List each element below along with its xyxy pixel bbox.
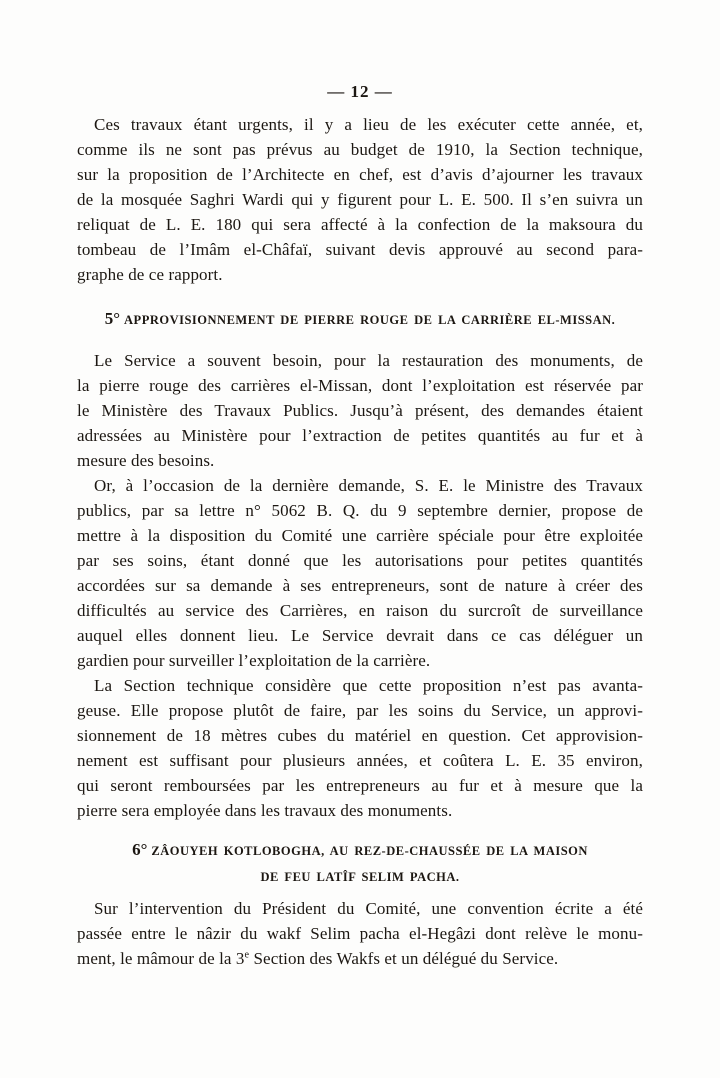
text-line: Le Service a souvent besoin, pour la restauration des monuments, de (94, 351, 643, 370)
heading-line: DE FEU LATÎF SELIM PACHA. (260, 870, 460, 884)
text-line: pierre sera employée dans les travaux des monuments. (77, 801, 453, 820)
text-line: par ses soins, étant donné que les autorisations pour petites quantités (77, 551, 643, 570)
text-line: difficultés au service des Carrières, en raison du surcroît de surveillance (77, 601, 643, 620)
superscript: e (244, 949, 250, 961)
text-line: tombeau de l’Imâm el-Châfaï, suivant devis approuvé au second para- (77, 240, 643, 259)
paragraph (77, 348, 643, 473)
text-line: La Section technique considère que cette proposition n’est pas avanta- (94, 676, 643, 695)
paragraph (77, 673, 643, 823)
text-line: la pierre rouge des carrières el-Missan, dont l’exploitation est réservée par (77, 376, 643, 395)
text-line: auquel elles donnent lieu. Le Service devrait dans ce cas déléguer un (77, 626, 643, 645)
heading-number: 6° (132, 840, 148, 859)
text-column (77, 112, 643, 971)
text-line: graphe de ce rapport. (77, 265, 223, 284)
text-line: Or, à l’occasion de la dernière demande, S. E. le Ministre des Travaux (94, 476, 643, 495)
text-line: reliquat de L. E. 180 qui sera affecté à la confection de la maksoura du (77, 215, 643, 234)
page-number: — 12 — (327, 82, 393, 101)
text-segment: Section des Wakfs et un délégué du Service. (249, 949, 559, 968)
text-line: passée entre le nâzir du wakf Selim pacha el-Hegâzi dont relève le monu- (77, 924, 643, 943)
text-line: de la mosquée Saghri Wardi qui y figurent pour L. E. 500. Il s’en suivra un (77, 190, 643, 209)
section-heading (77, 837, 643, 890)
text-line: geuse. Elle propose plutôt de faire, par les soins du Service, un approvi- (77, 701, 643, 720)
text-line: sionnement de 18 mètres cubes du matériel en question. Cet approvision- (77, 726, 643, 745)
text-line: adressées au Ministère pour l’extraction de petites quantités au fur et à (77, 426, 643, 445)
text-line: publics, par sa lettre n° 5062 B. Q. du 9 septembre dernier, propose de (77, 501, 643, 520)
paragraph (77, 473, 643, 673)
text-line: accordées sur sa demande à ses entrepreneurs, sont de nature à créer des (77, 576, 643, 595)
section-heading (77, 306, 643, 333)
text-line: qui seront remboursées par les entrepreneurs au fur et à mesure que la (77, 776, 643, 795)
text-segment: ment, le mâmour de la 3 (77, 949, 245, 968)
text-line: comme ils ne sont pas prévus au budget de 1910, la Section technique, (77, 140, 643, 159)
paragraph (77, 112, 643, 287)
text-line: mesure des besoins. (77, 451, 215, 470)
text-line (77, 946, 643, 971)
text-line: sur la proposition de l’Architecte en chef, est d’avis d’ajourner les travaux (77, 165, 643, 184)
heading-line: 5° APPROVISIONNEMENT DE PIERRE ROUGE DE LA CARRIÈRE EL-MISSAN. (104, 309, 616, 328)
text-line: Ces travaux étant urgents, il y a lieu de les exécuter cette année, et, (94, 115, 643, 134)
text-line: nement est suffisant pour plusieurs années, et coûtera L. E. 35 environ, (77, 751, 643, 770)
paragraph (77, 896, 643, 971)
text-line: gardien pour surveiller l’exploitation de la carrière. (77, 651, 431, 670)
text-line: le Ministère des Travaux Publics. Jusqu’à présent, des demandes étaient (77, 401, 643, 420)
text-line: Sur l’intervention du Président du Comité, une convention écrite a été (94, 899, 643, 918)
text-line: mettre à la disposition du Comité une carrière spéciale pour être exploitée (77, 526, 643, 545)
heading-line: 6° ZÂOUYEH KOTLOBOGHA, AU REZ-DE-CHAUSSÉE DE LA MAISON (132, 840, 588, 859)
heading-number: 5° (104, 309, 121, 328)
